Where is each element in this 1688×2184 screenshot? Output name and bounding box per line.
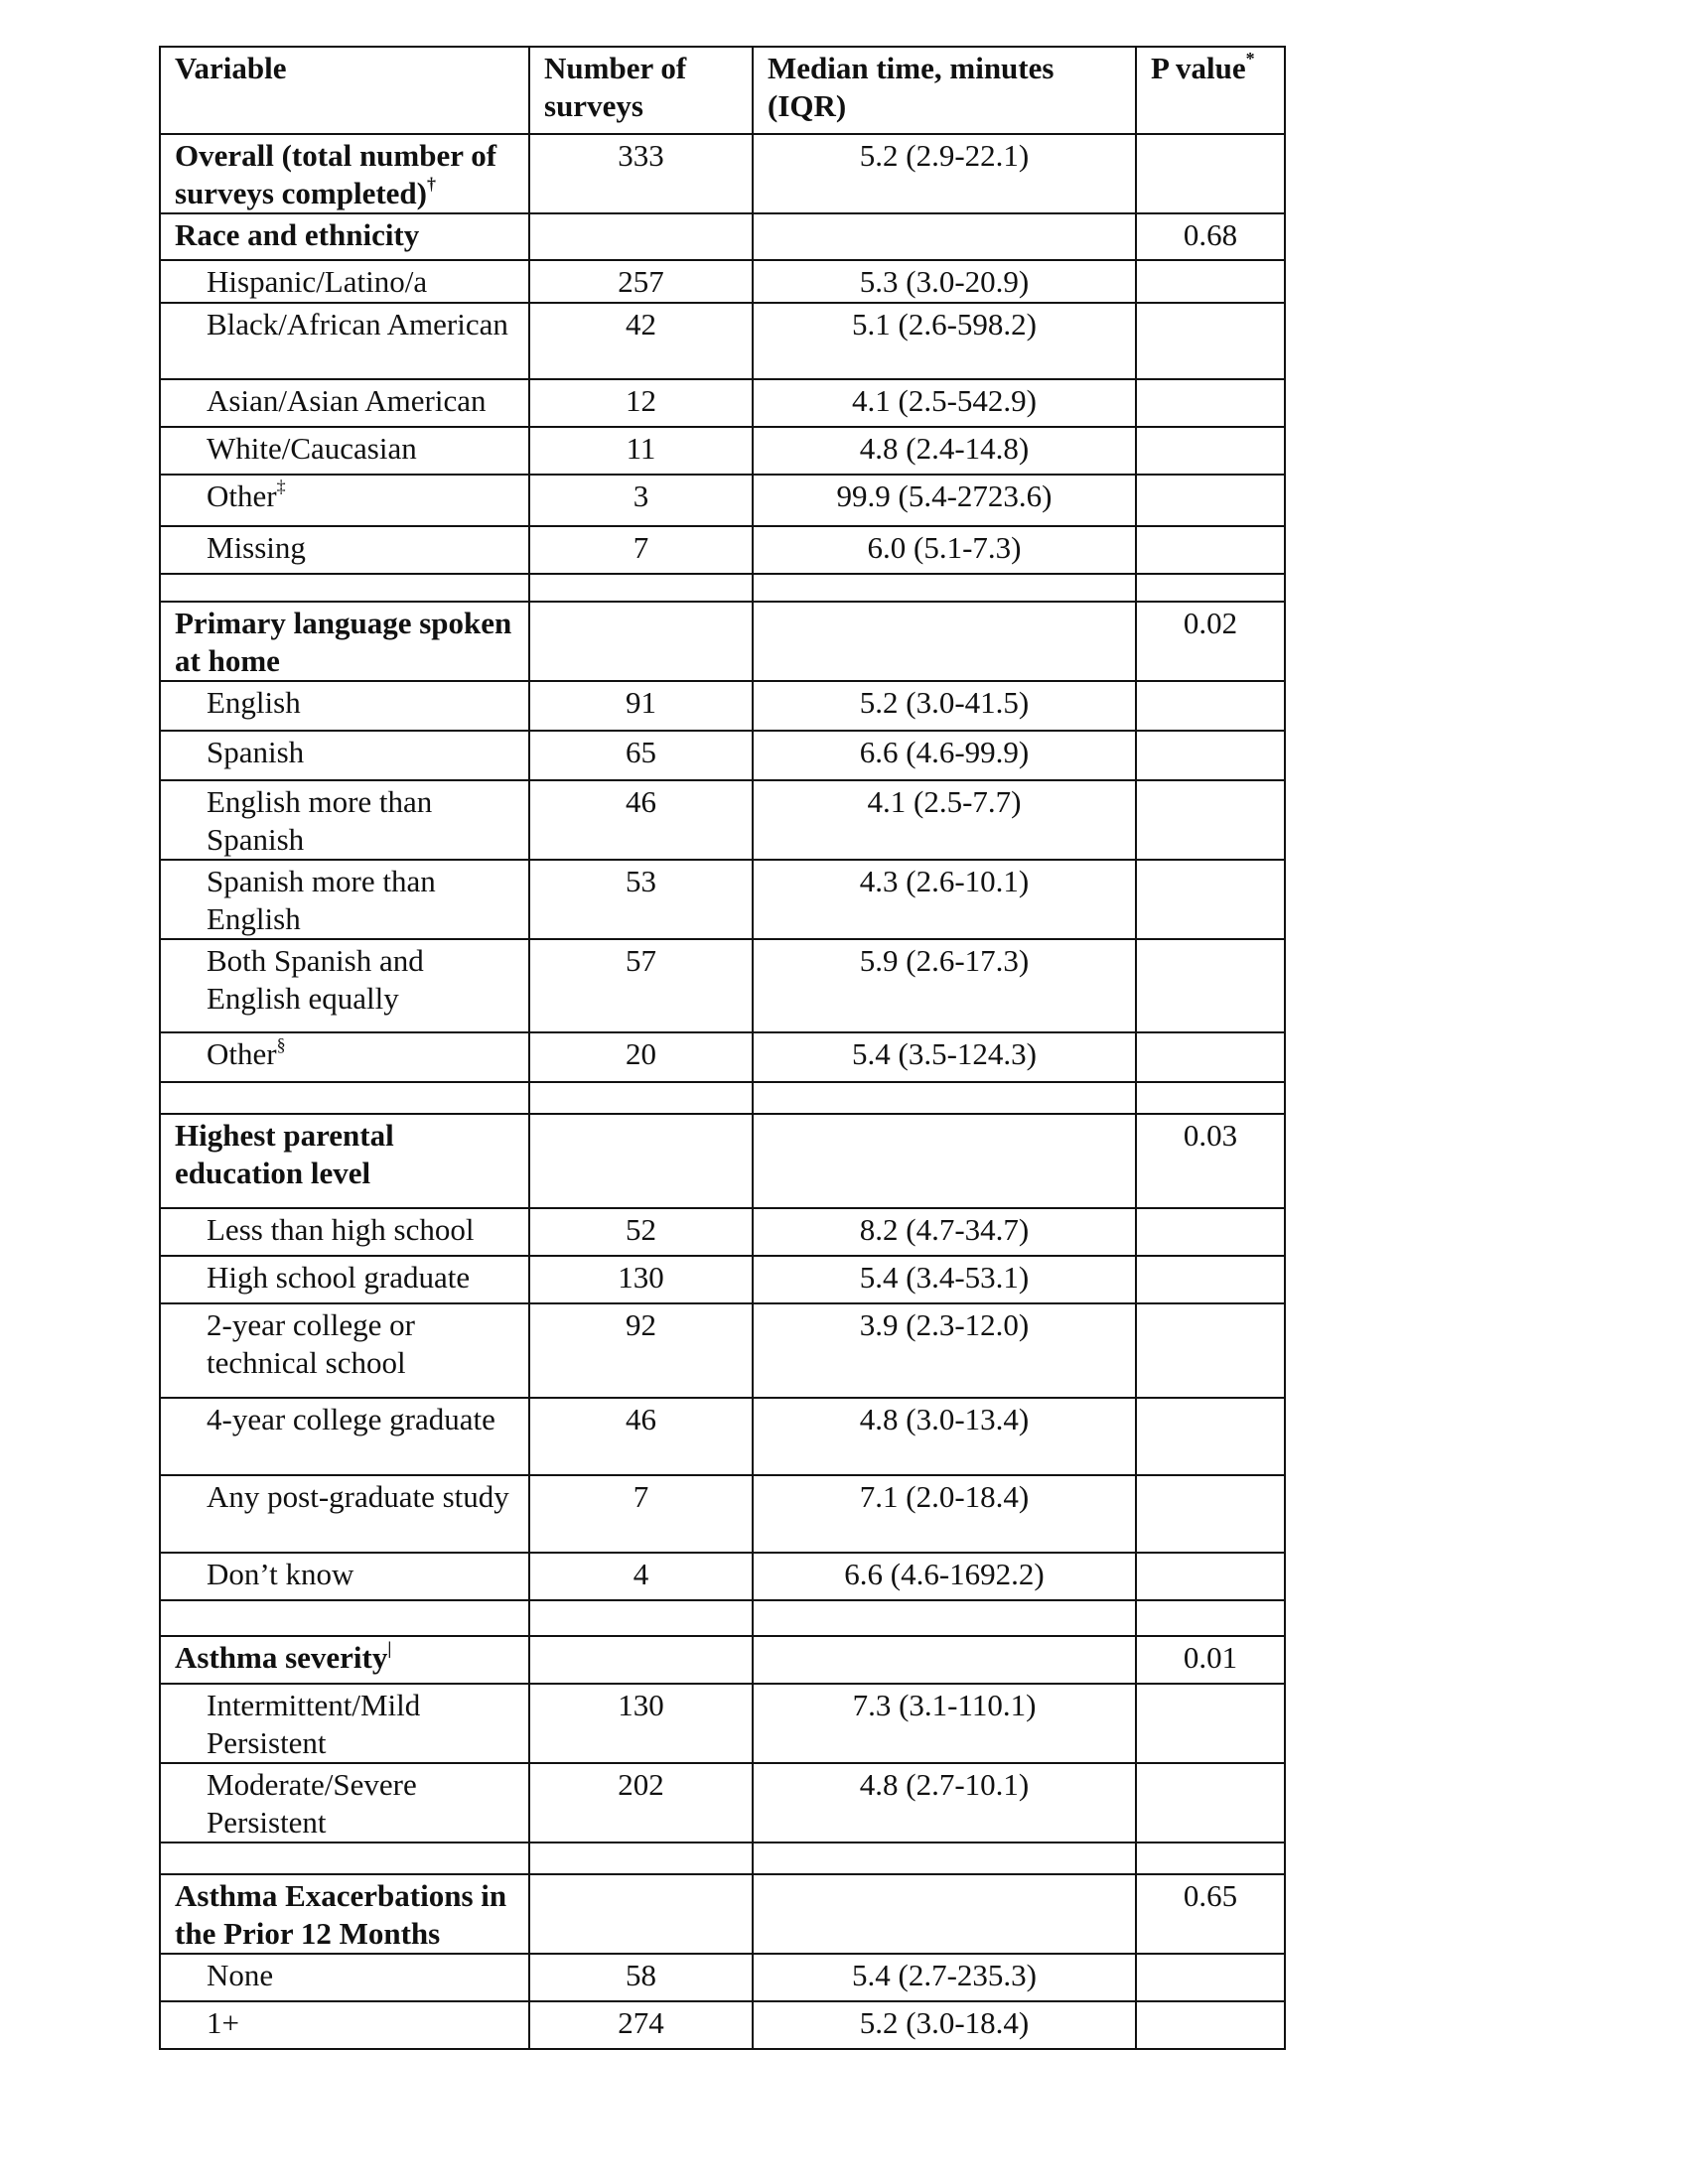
header-median: Median time, minutes (IQR)	[753, 47, 1136, 134]
variable-label: Any post-graduate study	[207, 1479, 509, 1514]
median-cell: 5.4 (3.5-124.3)	[753, 1032, 1136, 1082]
surveys-cell: 3	[529, 475, 753, 526]
median-cell: 99.9 (5.4-2723.6)	[753, 475, 1136, 526]
variable-cell	[160, 379, 529, 427]
variable-cell	[160, 2001, 529, 2049]
surveys-cell: 4	[529, 1553, 753, 1600]
surveys-cell: 20	[529, 1032, 753, 1082]
variable-cell	[160, 681, 529, 731]
variable-cell	[160, 1954, 529, 2001]
header-variable: Variable	[160, 47, 529, 134]
variable-cell	[160, 1256, 529, 1303]
variable-cell	[160, 860, 529, 939]
variable-cell	[160, 1553, 529, 1600]
surveys-cell: 42	[529, 303, 753, 379]
median-cell	[753, 1114, 1136, 1208]
variable-label: Less than high school	[207, 1212, 475, 1247]
surveys-cell	[529, 1600, 753, 1636]
table-row	[160, 1636, 1285, 1684]
variable-label: Other	[207, 1036, 277, 1071]
surveys-cell	[529, 1082, 753, 1114]
pvalue-cell	[1136, 1553, 1285, 1600]
surveys-cell: 7	[529, 526, 753, 574]
surveys-cell: 92	[529, 1303, 753, 1398]
median-cell	[753, 213, 1136, 260]
pvalue-cell	[1136, 1398, 1285, 1475]
footnote-mark: |	[387, 1638, 392, 1658]
variable-cell	[160, 1032, 529, 1082]
table-row	[160, 2001, 1285, 2049]
table-row	[160, 213, 1285, 260]
median-cell	[753, 1636, 1136, 1684]
surveys-cell	[529, 574, 753, 602]
pvalue-cell	[1136, 1600, 1285, 1636]
table-row	[160, 134, 1285, 213]
variable-cell	[160, 475, 529, 526]
surveys-cell: 274	[529, 2001, 753, 2049]
table-row	[160, 1032, 1285, 1082]
median-cell: 7.1 (2.0-18.4)	[753, 1475, 1136, 1553]
pvalue-cell	[1136, 260, 1285, 303]
variable-cell	[160, 731, 529, 780]
table-row	[160, 1398, 1285, 1475]
median-cell	[753, 602, 1136, 681]
variable-label: Highest parental education level	[175, 1118, 394, 1190]
variable-label: Black/African American	[207, 307, 508, 341]
table-row	[160, 1082, 1285, 1114]
table-row	[160, 1600, 1285, 1636]
variable-label: Other	[207, 478, 277, 513]
variable-label: Both Spanish and English equally	[207, 943, 424, 1016]
median-cell: 5.2 (3.0-18.4)	[753, 2001, 1136, 2049]
pvalue-cell	[1136, 2001, 1285, 2049]
table-row	[160, 1475, 1285, 1553]
table-row	[160, 780, 1285, 860]
header-pvalue	[1136, 47, 1285, 134]
variable-label: White/Caucasian	[207, 431, 417, 466]
variable-label: None	[207, 1958, 274, 1992]
variable-cell	[160, 574, 529, 602]
surveys-cell: 130	[529, 1256, 753, 1303]
footnote-mark: †	[426, 174, 436, 194]
variable-label: Overall (total number of surveys completed)	[175, 138, 497, 210]
surveys-cell	[529, 1636, 753, 1684]
variable-label: Primary language spoken at home	[175, 606, 512, 678]
pvalue-cell	[1136, 1303, 1285, 1398]
median-cell: 5.2 (2.9-22.1)	[753, 134, 1136, 213]
variable-cell	[160, 1684, 529, 1763]
table-row	[160, 574, 1285, 602]
surveys-cell	[529, 1114, 753, 1208]
median-cell	[753, 1600, 1136, 1636]
pvalue-cell: 0.68	[1136, 213, 1285, 260]
surveys-cell: 46	[529, 1398, 753, 1475]
surveys-cell: 333	[529, 134, 753, 213]
surveys-cell	[529, 1843, 753, 1874]
median-cell	[753, 1874, 1136, 1954]
median-cell: 5.2 (3.0-41.5)	[753, 681, 1136, 731]
pvalue-cell	[1136, 1208, 1285, 1256]
surveys-cell	[529, 602, 753, 681]
variable-label: English more than Spanish	[207, 784, 433, 857]
surveys-cell: 257	[529, 260, 753, 303]
surveys-cell: 57	[529, 939, 753, 1032]
variable-cell	[160, 1208, 529, 1256]
pvalue-cell	[1136, 1684, 1285, 1763]
pvalue-cell	[1136, 379, 1285, 427]
variable-label: Asthma Exacerbations in the Prior 12 Months	[175, 1878, 507, 1951]
variable-cell	[160, 303, 529, 379]
variable-label: English	[207, 685, 301, 720]
variable-cell	[160, 1398, 529, 1475]
variable-cell	[160, 1874, 529, 1954]
variable-cell	[160, 134, 529, 213]
pvalue-cell	[1136, 939, 1285, 1032]
variable-cell	[160, 1475, 529, 1553]
median-cell: 6.0 (5.1-7.3)	[753, 526, 1136, 574]
variable-label: 4-year college graduate	[207, 1402, 495, 1436]
variable-label: 1+	[207, 2005, 239, 2040]
pvalue-cell: 0.01	[1136, 1636, 1285, 1684]
table-row	[160, 260, 1285, 303]
variable-label: Don’t know	[207, 1557, 354, 1591]
pvalue-cell	[1136, 731, 1285, 780]
pvalue-cell	[1136, 1256, 1285, 1303]
median-cell: 6.6 (4.6-99.9)	[753, 731, 1136, 780]
table-row	[160, 1114, 1285, 1208]
table-row	[160, 475, 1285, 526]
table-row	[160, 860, 1285, 939]
pvalue-cell	[1136, 681, 1285, 731]
variable-cell	[160, 213, 529, 260]
table-row	[160, 1843, 1285, 1874]
pvalue-cell	[1136, 427, 1285, 475]
variable-label: 2-year college or technical school	[207, 1307, 415, 1380]
variable-label: Spanish more than English	[207, 864, 436, 936]
pvalue-cell	[1136, 1763, 1285, 1843]
pvalue-cell	[1136, 1954, 1285, 2001]
table-row	[160, 939, 1285, 1032]
surveys-cell	[529, 1874, 753, 1954]
footnote-mark: §	[276, 1034, 286, 1054]
surveys-cell: 65	[529, 731, 753, 780]
variable-cell	[160, 780, 529, 860]
variable-cell	[160, 260, 529, 303]
variable-label: Missing	[207, 530, 306, 565]
variable-cell	[160, 1636, 529, 1684]
surveys-cell: 202	[529, 1763, 753, 1843]
variable-cell	[160, 1303, 529, 1398]
pvalue-cell: 0.65	[1136, 1874, 1285, 1954]
footnote-mark: ‡	[276, 477, 286, 496]
variable-label: Asthma severity	[175, 1640, 388, 1675]
median-cell: 4.1 (2.5-542.9)	[753, 379, 1136, 427]
header-row	[160, 47, 1285, 134]
table-row	[160, 1553, 1285, 1600]
variable-label: Spanish	[207, 735, 305, 769]
table-body	[160, 134, 1285, 2049]
median-cell: 5.3 (3.0-20.9)	[753, 260, 1136, 303]
table-row	[160, 1684, 1285, 1763]
variable-label: High school graduate	[207, 1260, 471, 1295]
median-cell: 3.9 (2.3-12.0)	[753, 1303, 1136, 1398]
median-cell: 5.1 (2.6-598.2)	[753, 303, 1136, 379]
surveys-cell: 46	[529, 780, 753, 860]
median-cell: 6.6 (4.6-1692.2)	[753, 1553, 1136, 1600]
median-cell: 4.8 (2.7-10.1)	[753, 1763, 1136, 1843]
pvalue-cell	[1136, 574, 1285, 602]
variable-label: Asian/Asian American	[207, 383, 487, 418]
table-row	[160, 1256, 1285, 1303]
table-row	[160, 731, 1285, 780]
table-row	[160, 1763, 1285, 1843]
table-row	[160, 1303, 1285, 1398]
median-cell: 5.4 (3.4-53.1)	[753, 1256, 1136, 1303]
pvalue-cell	[1136, 134, 1285, 213]
pvalue-cell	[1136, 475, 1285, 526]
variable-cell	[160, 1763, 529, 1843]
pvalue-cell	[1136, 1475, 1285, 1553]
table-row	[160, 602, 1285, 681]
variable-cell	[160, 602, 529, 681]
pvalue-cell	[1136, 860, 1285, 939]
median-cell: 5.9 (2.6-17.3)	[753, 939, 1136, 1032]
surveys-cell: 53	[529, 860, 753, 939]
surveys-cell: 11	[529, 427, 753, 475]
surveys-cell: 130	[529, 1684, 753, 1763]
pvalue-cell: 0.03	[1136, 1114, 1285, 1208]
median-cell: 4.8 (3.0-13.4)	[753, 1398, 1136, 1475]
variable-cell	[160, 1082, 529, 1114]
variable-label: Moderate/Severe Persistent	[207, 1767, 417, 1840]
median-cell: 4.1 (2.5-7.7)	[753, 780, 1136, 860]
pvalue-cell	[1136, 526, 1285, 574]
variable-label: Race and ethnicity	[175, 217, 420, 252]
pvalue-cell	[1136, 1082, 1285, 1114]
surveys-cell: 12	[529, 379, 753, 427]
variable-cell	[160, 526, 529, 574]
pvalue-cell	[1136, 1843, 1285, 1874]
pvalue-cell	[1136, 303, 1285, 379]
results-table	[159, 46, 1286, 2050]
median-cell: 7.3 (3.1-110.1)	[753, 1684, 1136, 1763]
median-cell	[753, 1843, 1136, 1874]
median-cell: 5.4 (2.7-235.3)	[753, 1954, 1136, 2001]
surveys-cell: 52	[529, 1208, 753, 1256]
variable-cell	[160, 1114, 529, 1208]
variable-cell	[160, 1600, 529, 1636]
pvalue-cell	[1136, 1032, 1285, 1082]
variable-label: Hispanic/Latino/a	[207, 264, 428, 299]
variable-cell	[160, 1843, 529, 1874]
table-row	[160, 1208, 1285, 1256]
variable-cell	[160, 427, 529, 475]
surveys-cell	[529, 213, 753, 260]
median-cell	[753, 574, 1136, 602]
median-cell: 4.3 (2.6-10.1)	[753, 860, 1136, 939]
surveys-cell: 91	[529, 681, 753, 731]
table-row	[160, 303, 1285, 379]
table-row	[160, 1954, 1285, 2001]
median-cell	[753, 1082, 1136, 1114]
header-pvalue-mark: *	[1245, 49, 1255, 68]
surveys-cell: 7	[529, 1475, 753, 1553]
table-row	[160, 427, 1285, 475]
variable-label: Intermittent/Mild Persistent	[207, 1688, 421, 1760]
table-row	[160, 681, 1285, 731]
surveys-cell: 58	[529, 1954, 753, 2001]
variable-cell	[160, 939, 529, 1032]
table-row	[160, 526, 1285, 574]
table-row	[160, 379, 1285, 427]
header-pvalue-text: P value	[1151, 51, 1246, 85]
table-row	[160, 1874, 1285, 1954]
median-cell: 8.2 (4.7-34.7)	[753, 1208, 1136, 1256]
pvalue-cell	[1136, 780, 1285, 860]
header-surveys: Number of surveys	[529, 47, 753, 134]
pvalue-cell: 0.02	[1136, 602, 1285, 681]
median-cell: 4.8 (2.4-14.8)	[753, 427, 1136, 475]
